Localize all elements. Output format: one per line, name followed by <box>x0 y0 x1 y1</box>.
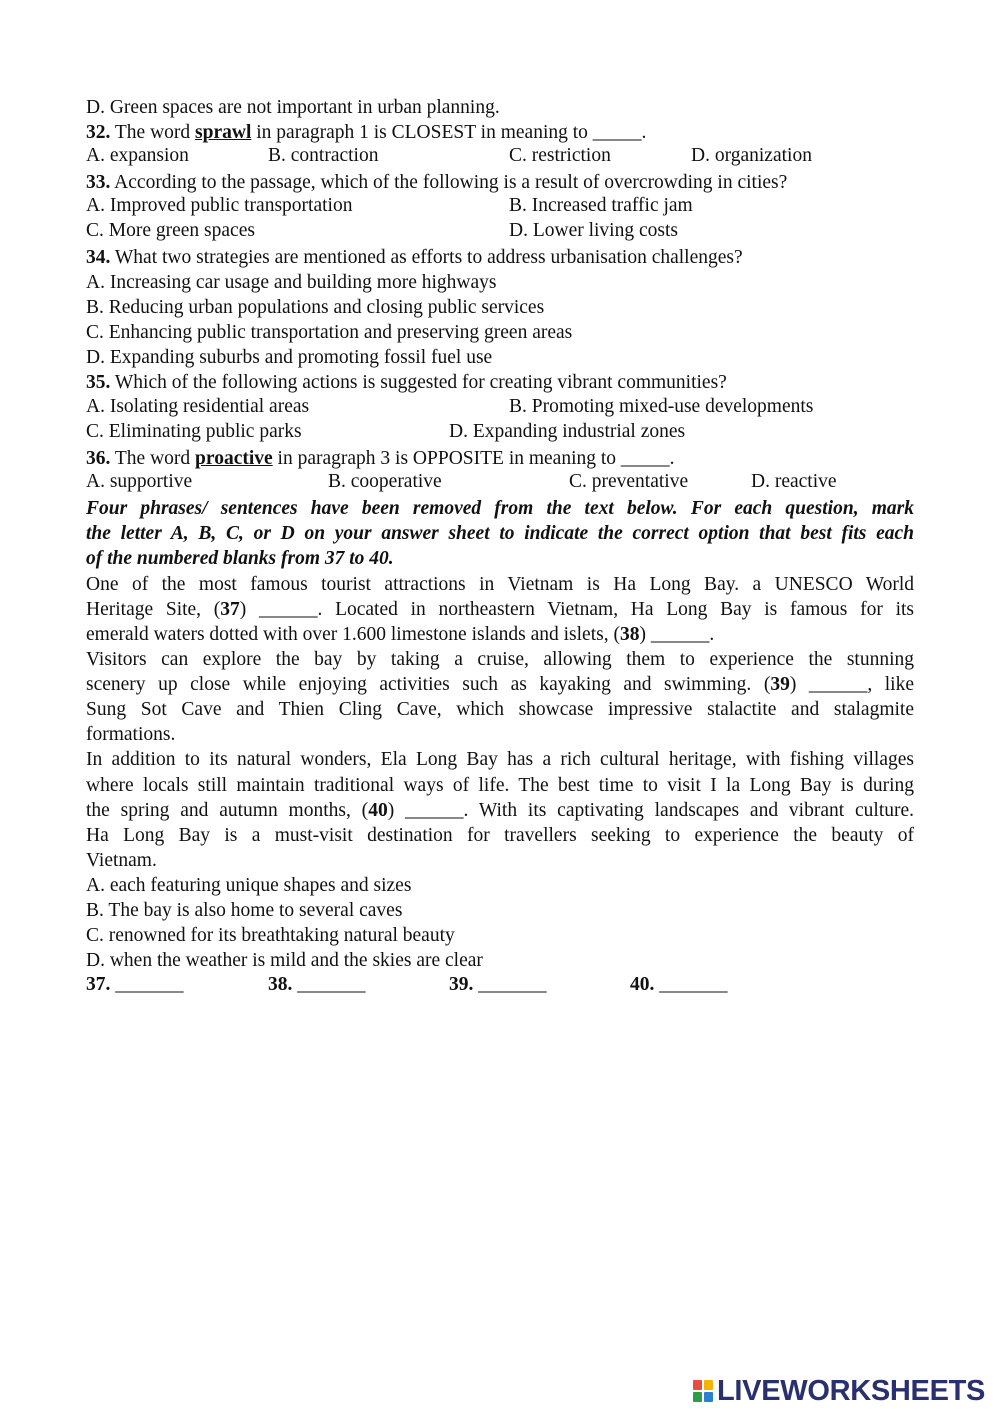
passage-p2-line-1: Visitors can explore the bay by taking a cruise, allowing them to experience the stunning <box>86 649 914 670</box>
blank-37-number: 37 <box>220 599 240 620</box>
q33-option-a: A. Improved public transportation <box>86 195 353 216</box>
liveworksheets-logo-text: LIVEWORKSHEETS <box>717 1374 986 1407</box>
passage-p3-line-4: Ha Long Bay is a must-visit destination for travellers seeking to experience the beauty of <box>86 825 914 846</box>
answer-39[interactable]: 39. _______ <box>449 974 547 995</box>
passage-p3-line-3: the spring and autumn months, (40) ______. With its captivating landscapes and vibrant culture. <box>86 800 915 821</box>
q33-number: 33. <box>86 172 111 193</box>
passage-p1-line-2: Heritage Site, (37) ______. Located in northeastern Vietnam, Ha Long Bay is famous for its <box>86 599 914 620</box>
q32-keyword: sprawl <box>195 122 252 143</box>
instruction-line-1: Four phrases/ sentences have been removed from the text below. For each question, mark <box>86 498 914 519</box>
passage-p3-line-1: In addition to its natural wonders, Ela Long Bay has a rich cultural heritage, with fishing villages <box>86 749 914 770</box>
q32-stem: 32. The word sprawl in paragraph 1 is CLOSEST in meaning to _____. <box>86 122 647 143</box>
q34-stem: 34. What two strategies are mentioned as efforts to address urbanisation challenges? <box>86 247 743 268</box>
q32-option-b: B. contraction <box>268 145 379 166</box>
instruction-line-3: of the numbered blanks from 37 to 40. <box>86 548 394 569</box>
logo-square-3 <box>693 1392 702 1402</box>
gap-option-b: B. The bay is also home to several caves <box>86 900 403 921</box>
q36-stem: 36. The word proactive in paragraph 3 is OPPOSITE in meaning to _____. <box>86 448 675 469</box>
passage-p2-line-2: scenery up close while enjoying activities such as kayaking and swimming. (39) ______, like <box>86 674 914 695</box>
logo-square-1 <box>693 1380 702 1390</box>
liveworksheets-logo <box>693 1374 986 1407</box>
passage-p1-line-3: emerald waters dotted with over 1.600 limestone islands and islets, (38) ______. <box>86 624 715 645</box>
q32-option-c: C. restriction <box>509 145 611 166</box>
passage-p3-line-2: where locals still maintain traditional ways of life. The best time to visit I la Long Bay is during <box>86 775 914 796</box>
q35-option-d: D. Expanding industrial zones <box>449 421 686 442</box>
logo-square-2 <box>704 1380 713 1390</box>
q33-option-b: B. Increased traffic jam <box>509 195 693 216</box>
q36-option-b: B. cooperative <box>328 471 442 492</box>
gap-option-c: C. renowned for its breathtaking natural beauty <box>86 925 455 946</box>
passage-p3-line-5: Vietnam. <box>86 850 157 871</box>
q36-option-c: C. preventative <box>569 471 689 492</box>
q34-option-b: B. Reducing urban populations and closing public services <box>86 297 545 318</box>
logo-square-4 <box>704 1392 713 1402</box>
q35-option-b: B. Promoting mixed-use developments <box>509 396 814 417</box>
passage-p1-line-1: One of the most famous tourist attractions in Vietnam is Ha Long Bay. a UNESCO World <box>86 574 914 595</box>
gap-option-d: D. when the weather is mild and the skies are clear <box>86 950 483 971</box>
q35-number: 35. <box>86 372 111 393</box>
q33-option-c: C. More green spaces <box>86 220 255 241</box>
q32-number: 32. <box>86 122 111 143</box>
q36-option-a: A. supportive <box>86 471 193 492</box>
q31-option-d: D. Green spaces are not important in urban planning. <box>86 97 500 118</box>
q35-option-a: A. Isolating residential areas <box>86 396 310 417</box>
answer-40[interactable]: 40. _______ <box>630 974 728 995</box>
q34-option-c: C. Enhancing public transportation and preserving green areas <box>86 322 573 343</box>
q33-option-d: D. Lower living costs <box>509 220 678 241</box>
q34-number: 34. <box>86 247 111 268</box>
liveworksheets-logo-icon <box>693 1380 713 1402</box>
answer-38[interactable]: 38. _______ <box>268 974 366 995</box>
instruction-line-2: the letter A, B, C, or D on your answer sheet to indicate the correct option that best fits each <box>86 523 914 544</box>
blank-40-number: 40 <box>368 800 388 821</box>
q35-option-c: C. Eliminating public parks <box>86 421 302 442</box>
passage-p2-line-3: Sung Sot Cave and Thien Cling Cave, which showcase impressive stalactite and stalagmite <box>86 699 914 720</box>
q34-option-d: D. Expanding suburbs and promoting fossil fuel use <box>86 347 493 368</box>
q36-number: 36. <box>86 448 111 469</box>
q35-stem: 35. Which of the following actions is suggested for creating vibrant communities? <box>86 372 727 393</box>
q33-stem: 33. According to the passage, which of the following is a result of overcrowding in cities? <box>86 172 788 193</box>
q32-option-a: A. expansion <box>86 145 189 166</box>
q36-option-d: D. reactive <box>751 471 837 492</box>
blank-38-number: 38 <box>619 624 640 645</box>
blank-39-number: 39 <box>770 674 790 695</box>
q34-option-a: A. Increasing car usage and building more highways <box>86 272 497 293</box>
answer-37[interactable]: 37. _______ <box>86 974 184 995</box>
q36-keyword: proactive <box>195 448 273 469</box>
passage-p2-line-4: formations. <box>86 724 176 745</box>
gap-option-a: A. each featuring unique shapes and sizes <box>86 875 412 896</box>
q32-option-d: D. organization <box>691 145 812 166</box>
